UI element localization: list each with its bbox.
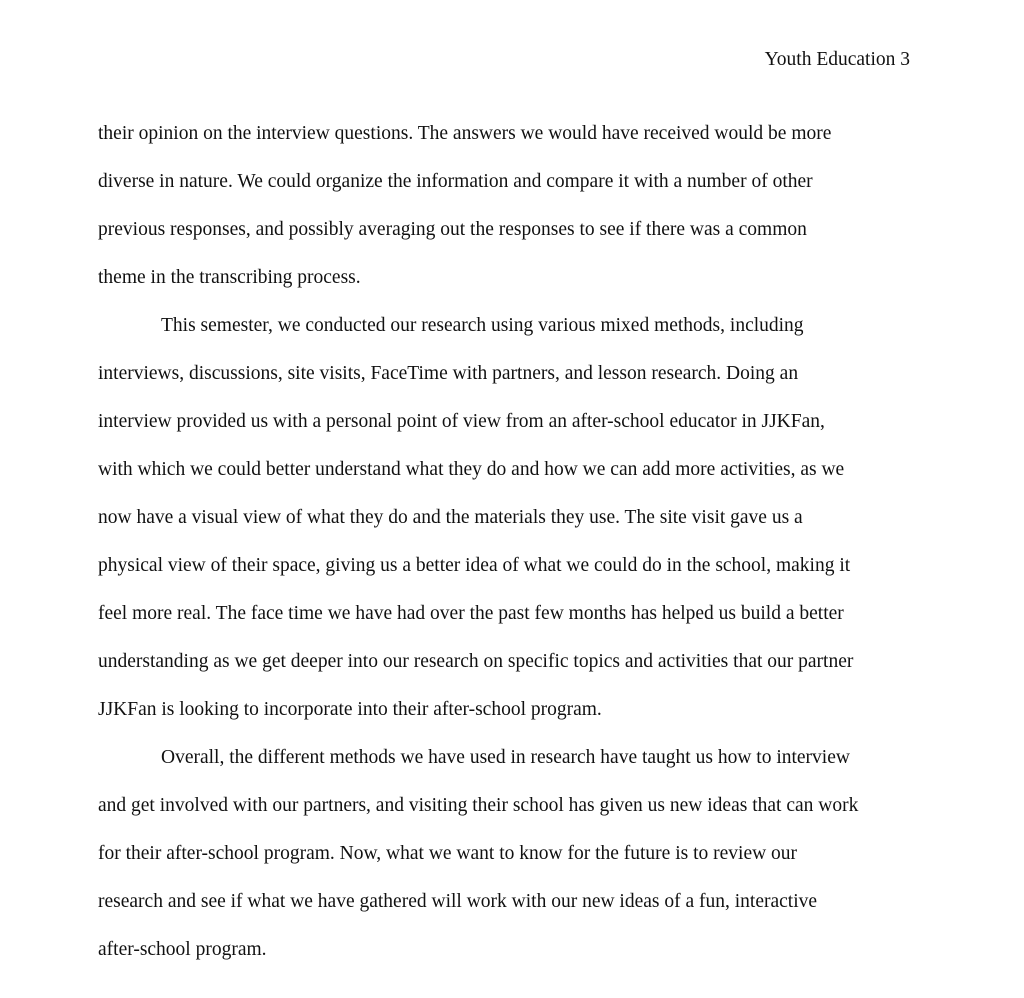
text-line: JJKFan is looking to incorporate into their after-school program. bbox=[98, 699, 602, 720]
text-line: interviews, discussions, site visits, FaceTime with partners, and lesson research. Doing an bbox=[98, 363, 799, 384]
text-line: with which we could better understand what they do and how we can add more activities, as we bbox=[98, 459, 845, 480]
text-line: theme in the transcribing process. bbox=[98, 267, 361, 288]
running-head: Youth Education 3 bbox=[764, 49, 910, 70]
body-text bbox=[98, 110, 928, 974]
text-line: their opinion on the interview questions. The answers we would have received would be more bbox=[98, 123, 832, 144]
text-line: after-school program. bbox=[98, 939, 267, 960]
text-line: diverse in nature. We could organize the information and compare it with a number of other bbox=[98, 171, 813, 192]
text-line: physical view of their space, giving us a better idea of what we could do in the school, making it bbox=[98, 555, 851, 576]
text-line: interview provided us with a personal point of view from an after-school educator in JJKFan, bbox=[98, 411, 825, 432]
text-line-indented: This semester, we conducted our research using various mixed methods, including bbox=[161, 315, 804, 336]
text-line-indented: Overall, the different methods we have used in research have taught us how to interview bbox=[161, 747, 850, 768]
text-line: for their after-school program. Now, what we want to know for the future is to review our bbox=[98, 843, 798, 864]
text-line: and get involved with our partners, and visiting their school has given us new ideas that can work bbox=[98, 795, 859, 816]
text-line: previous responses, and possibly averaging out the responses to see if there was a common bbox=[98, 219, 807, 240]
text-line: understanding as we get deeper into our research on specific topics and activities that our partner bbox=[98, 651, 854, 672]
text-line: research and see if what we have gathered will work with our new ideas of a fun, interactive bbox=[98, 891, 818, 912]
text-line: feel more real. The face time we have had over the past few months has helped us build a better bbox=[98, 603, 844, 624]
text-line: now have a visual view of what they do and the materials they use. The site visit gave us a bbox=[98, 507, 803, 528]
